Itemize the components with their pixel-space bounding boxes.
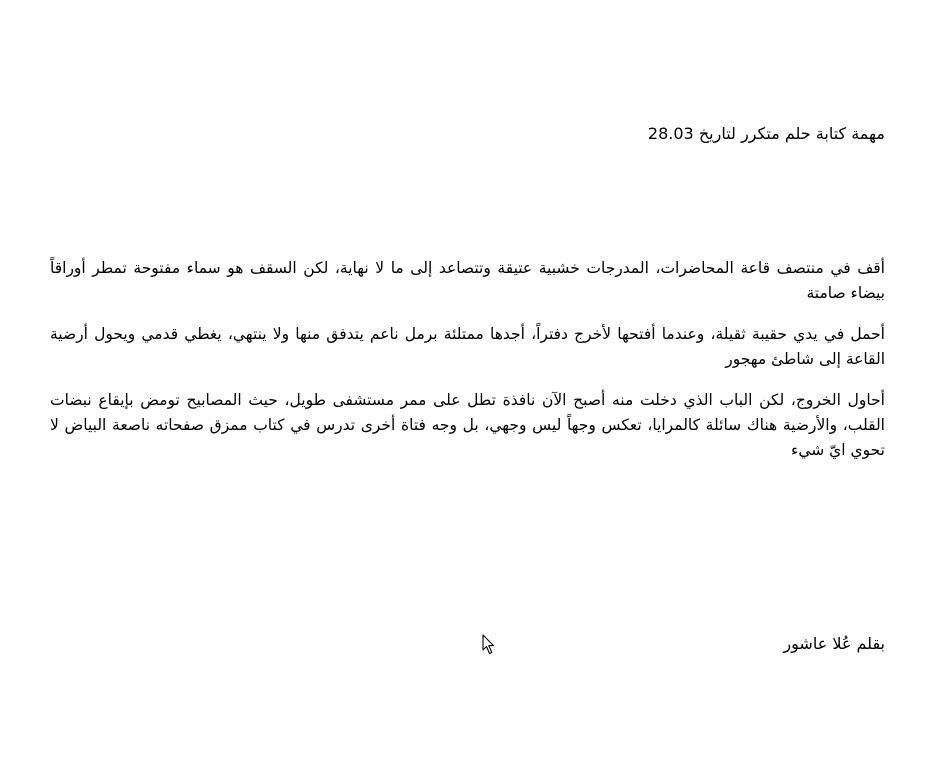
mouse-pointer-icon — [482, 634, 496, 656]
paragraph-2: أحمل في يدي حقيبة ثقيلة، وعندما أفتحها لأخرج دفتراً، أجدها ممتلئة برمل ناعم يتدفق منها ولا ينتهي، يغطي قدمي ويحول أرضية القاعة إلى شاطئ مهجور — [50, 325, 885, 368]
paragraph-3: أحاول الخروج، لكن الباب الذي دخلت منه أصبح الآن نافذة تطل على ممر مستشفى طويل، حيث المصابيح تومض بإيقاع نبضات القلب، والأرضية هناك سائلة كالمرايا، تعكس وجهاً ليس وجهي، بل وجه فتاة أخرى تدرس في كتاب ممزق صفحاته ناصعة البياض لا تحوي ايّ شيء — [50, 391, 885, 459]
document-title: مهمة كتابة حلم متكرر لتاريخ 28.03 — [647, 124, 885, 143]
document-body — [50, 256, 885, 479]
paragraph-1: أقف في منتصف قاعة المحاضرات، المدرجات خشبية عتيقة وتتصاعد إلى ما لا نهاية، لكن السقف هو سماء مفتوحة تمطر أوراقاً بيضاء صامتة — [50, 259, 885, 302]
document-signature: بقلم عُلا عاشور — [783, 634, 885, 653]
